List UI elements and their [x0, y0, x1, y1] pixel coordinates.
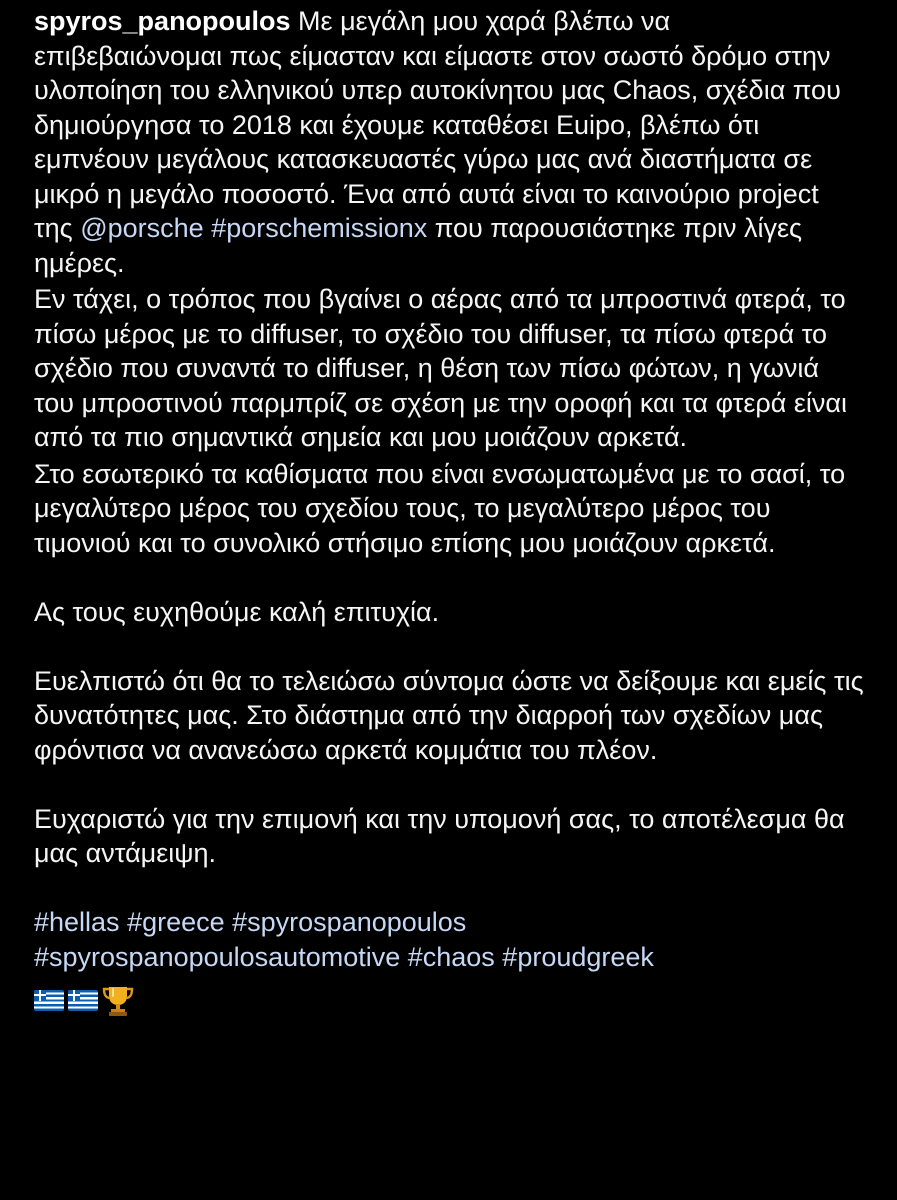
hashtag-links[interactable]: #hellas #greece #spyrospanopoulos [34, 907, 467, 937]
hashtag-link[interactable]: #porschemissionx [211, 213, 428, 243]
greece-flag-icon [34, 990, 64, 1011]
blank-line [34, 871, 864, 906]
emoji-row [34, 982, 864, 1018]
caption-intro-text: Με μεγάλη μου χαρά βλέπω να επιβεβαιώνομαι πως είμασταν και είμαστε στον σωστό δρόμο στην υλοποίηση του ελληνικού υπερ αυτοκίνητου μας Chaos, σχέδια που δημιούργησα το 2018 και έχουμε καταθέσει Euipo, βλέπω ότι εμπνέουν μεγάλους κατασκευαστές γύρω μας ανά διαστήματα σε μικρό η μεγάλο ποσοστό. Ένα από αυτά είναι το καινούριο project της [34, 6, 841, 243]
caption-paragraph-thanks: Ευχαριστώ για την επιμονή και την υπομονή σας, το αποτέλεσμα θα μας αντάμειψη. [34, 803, 845, 868]
caption-intro-tail: που παρουσιάστηκε πριν λίγες ημέρες. [34, 213, 802, 278]
caption-paragraph-hope: Ευελπιστώ ότι θα το τελειώσω σύντομα ώστε να δείξουμε και εμείς τις δυνατότητες μας. Στο διάστημα από την διαρροή των σχεδίων μας φρόντισα να ανανεώσω αρκετά κομμάτια του πλέον. [34, 665, 864, 765]
caption-paragraph-wishes: Ας τους ευχηθούμε καλή επιτυχία. [34, 596, 440, 627]
blank-line [34, 767, 864, 802]
author-username[interactable]: spyros_panopoulos [34, 6, 291, 36]
hashtags-line [34, 940, 864, 975]
caption-paragraph-interior: Στο εσωτερικό τα καθίσματα που είναι ενσωματωμένα με το σασί, το μεγαλύτερο μέρος του σχεδίου τους, το μεγαλύτερο μέρος του τιμονιού και το συνολικό στήσιμο επίσης μου μοιάζουν αρκετά. [34, 458, 846, 558]
caption-paragraph-exterior: Εν τάχει, ο τρόπος που βγαίνει ο αέρας από τα μπροστινά φτερά, το πίσω μέρος με το diffuser, το σχέδιο του diffuser, τα πίσω φτερά το σχέδιο που συναντά το diffuser, η θέση των πίσω φώτων, η γωνιά του μπροστινού παρμπρίζ σε σχέση με την οροφή και τα φτερά είναι από τα πιο σημαντικά σημεία και μου μοιάζουν αρκετά. [34, 284, 847, 452]
hashtag-links[interactable]: #spyrospanopoulosautomotive #chaos #proudgreek [34, 941, 654, 972]
trophy-icon [102, 983, 134, 1017]
hashtags-line [34, 905, 864, 940]
caption-paragraph-intro [34, 4, 864, 280]
blank-line [34, 560, 864, 595]
mention-link[interactable]: @porsche [80, 213, 204, 243]
post-caption [34, 4, 864, 1018]
greece-flag-icon [68, 990, 98, 1011]
blank-line [34, 629, 864, 664]
